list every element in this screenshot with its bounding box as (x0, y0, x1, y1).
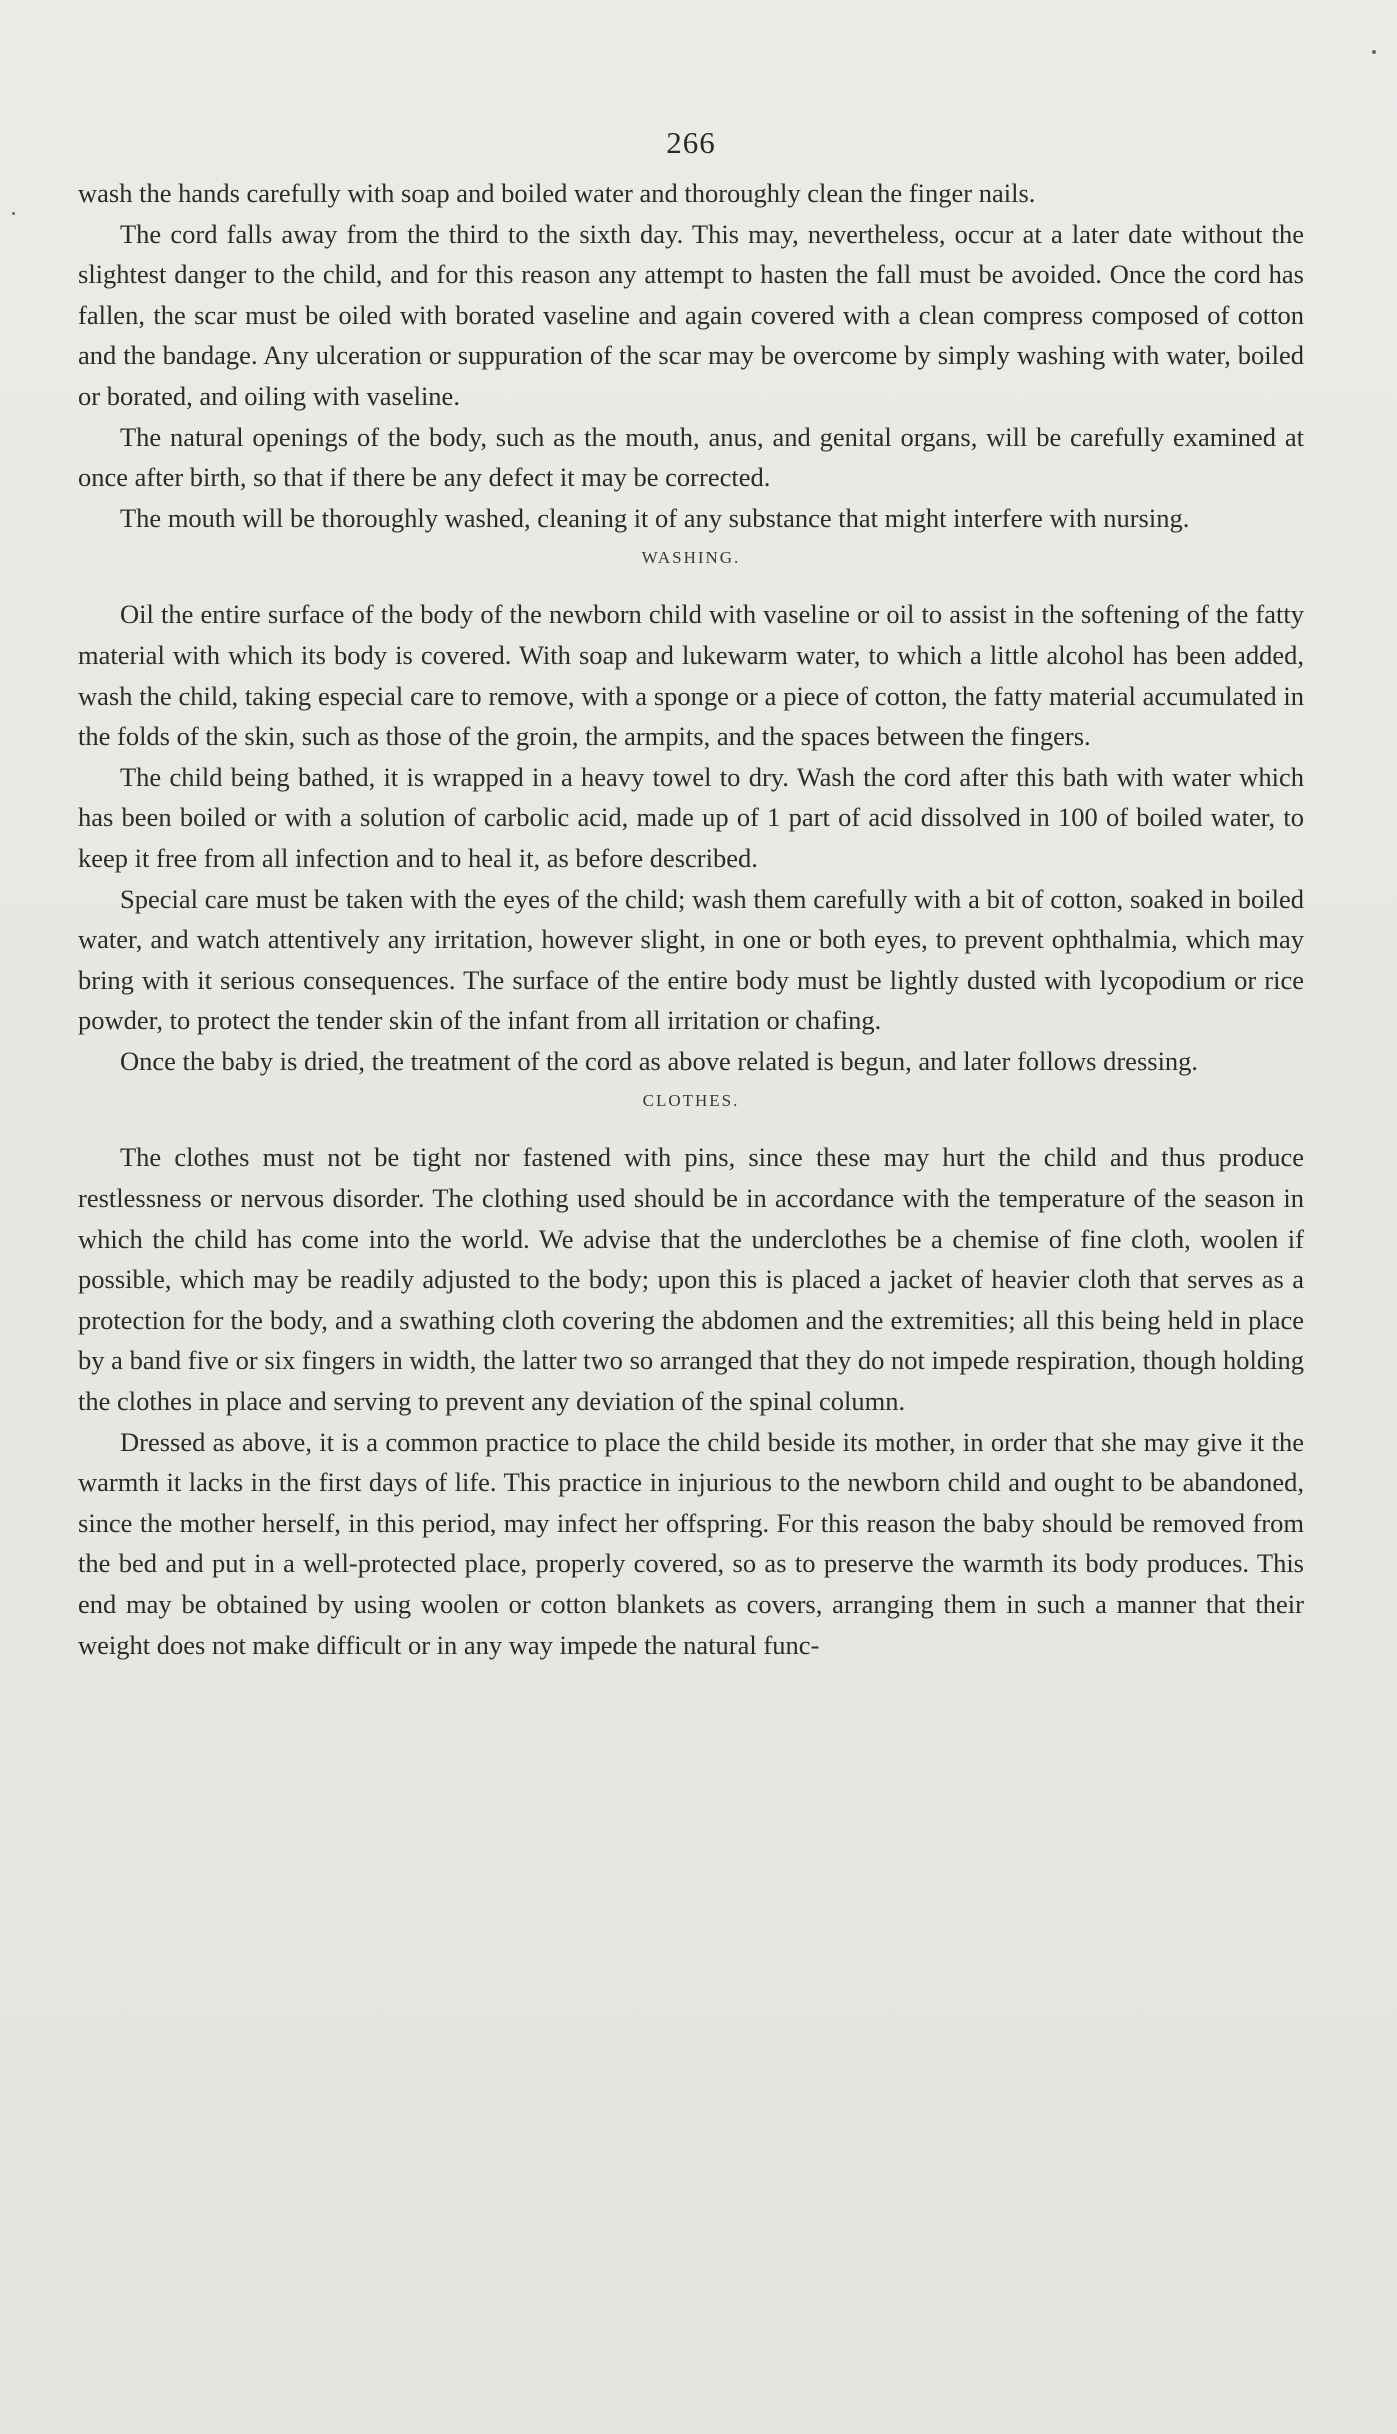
paper-speck (1372, 50, 1376, 54)
paragraph: Special care must be taken with the eyes of the child; wash them carefully with a bit of cotton, soaked in boiled water, and watch attentively any irritation, however slight, in one or both eyes, to prevent ophthalmia, which may bring with it serious consequences. The surface of the entire body must be lightly dusted with lycopodium or rice powder, to protect the tender skin of the infant from all irritation or chafing. (78, 883, 1304, 1036)
paragraph: The mouth will be thoroughly washed, cleaning it of any substance that might interfere with nursing. (120, 502, 1190, 533)
section-heading-washing: WASHING. (641, 548, 741, 568)
paragraph: Dressed as above, it is a common practice to place the child beside its mother, in order that she may give it the warmth it lacks in the first days of life. This practice in injurious to the newborn child and ought to be abandoned, since the mother herself, in this period, may infect her offspring. For this reason the baby should be removed from the bed and put in a well-protected place, properly covered, so as to preserve the warmth its body produces. This end may be obtained by using woolen or cotton blankets as covers, arranging them in such a manner that their weight does not make difficult or in any way impede the natural func- (78, 1426, 1304, 1660)
paragraph: Once the baby is dried, the treatment of the cord as above related is begun, and later follows dressing. (120, 1045, 1199, 1076)
paragraph: The cord falls away from the third to the sixth day. This may, nevertheless, occur at a later date without the slightest danger to the child, and for this reason any attempt to hasten the fall must be avoided. Once the cord has fallen, the scar must be oiled with borated vaseline and again covered with a clean compress composed of cotton and the bandage. Any ulceration or suppuration of the scar may be overcome by simply washing with water, boiled or borated, and oiling with vaseline. (78, 218, 1304, 411)
paragraph: The clothes must not be tight nor fastened with pins, since these may hurt the child and thus produce restlessness or nervous disorder. The clothing used should be in accordance with the temperature of the season in which the child has come into the world. We advise that the underclothes be a chemise of fine cloth, woolen if possible, which may be readily adjusted to the body; upon this is placed a jacket of heavier cloth that serves as a protection for the body, and a swathing cloth covering the abdomen and the extremities; all this being held in place by a band five or six fingers in width, the latter two so arranged that they do not impede respiration, though holding the clothes in place and serving to prevent any deviation of the spinal column. (78, 1142, 1304, 1417)
paper-speck (12, 212, 15, 215)
paragraph: Oil the entire surface of the body of the newborn child with vaseline or oil to assist in the softening of the fatty material with which its body is covered. With soap and lukewarm water, to which a little alcohol has been added, wash the child, taking especial care to remove, with a sponge or a piece of cotton, the fatty material accumulated in the folds of the skin, such as those of the groin, the armpits, and the spaces between the fingers. (78, 599, 1304, 752)
section-heading-clothes: CLOTHES. (642, 1091, 740, 1111)
paragraph: wash the hands carefully with soap and boiled water and thoroughly clean the finger nails. (78, 178, 1036, 208)
paragraph: The natural openings of the body, such as the mouth, anus, and genital organs, will be carefully examined at once after birth, so that if there be any defect it may be corrected. (78, 421, 1304, 493)
paragraph: The child being bathed, it is wrapped in a heavy towel to dry. Wash the cord after this bath with water which has been boiled or with a solution of carbolic acid, made up of 1 part of acid dissolved in 100 of boiled water, to keep it free from all infection and to heal it, as before described. (78, 761, 1304, 873)
page-number: 266 (666, 125, 716, 160)
text-block (78, 125, 1304, 1665)
